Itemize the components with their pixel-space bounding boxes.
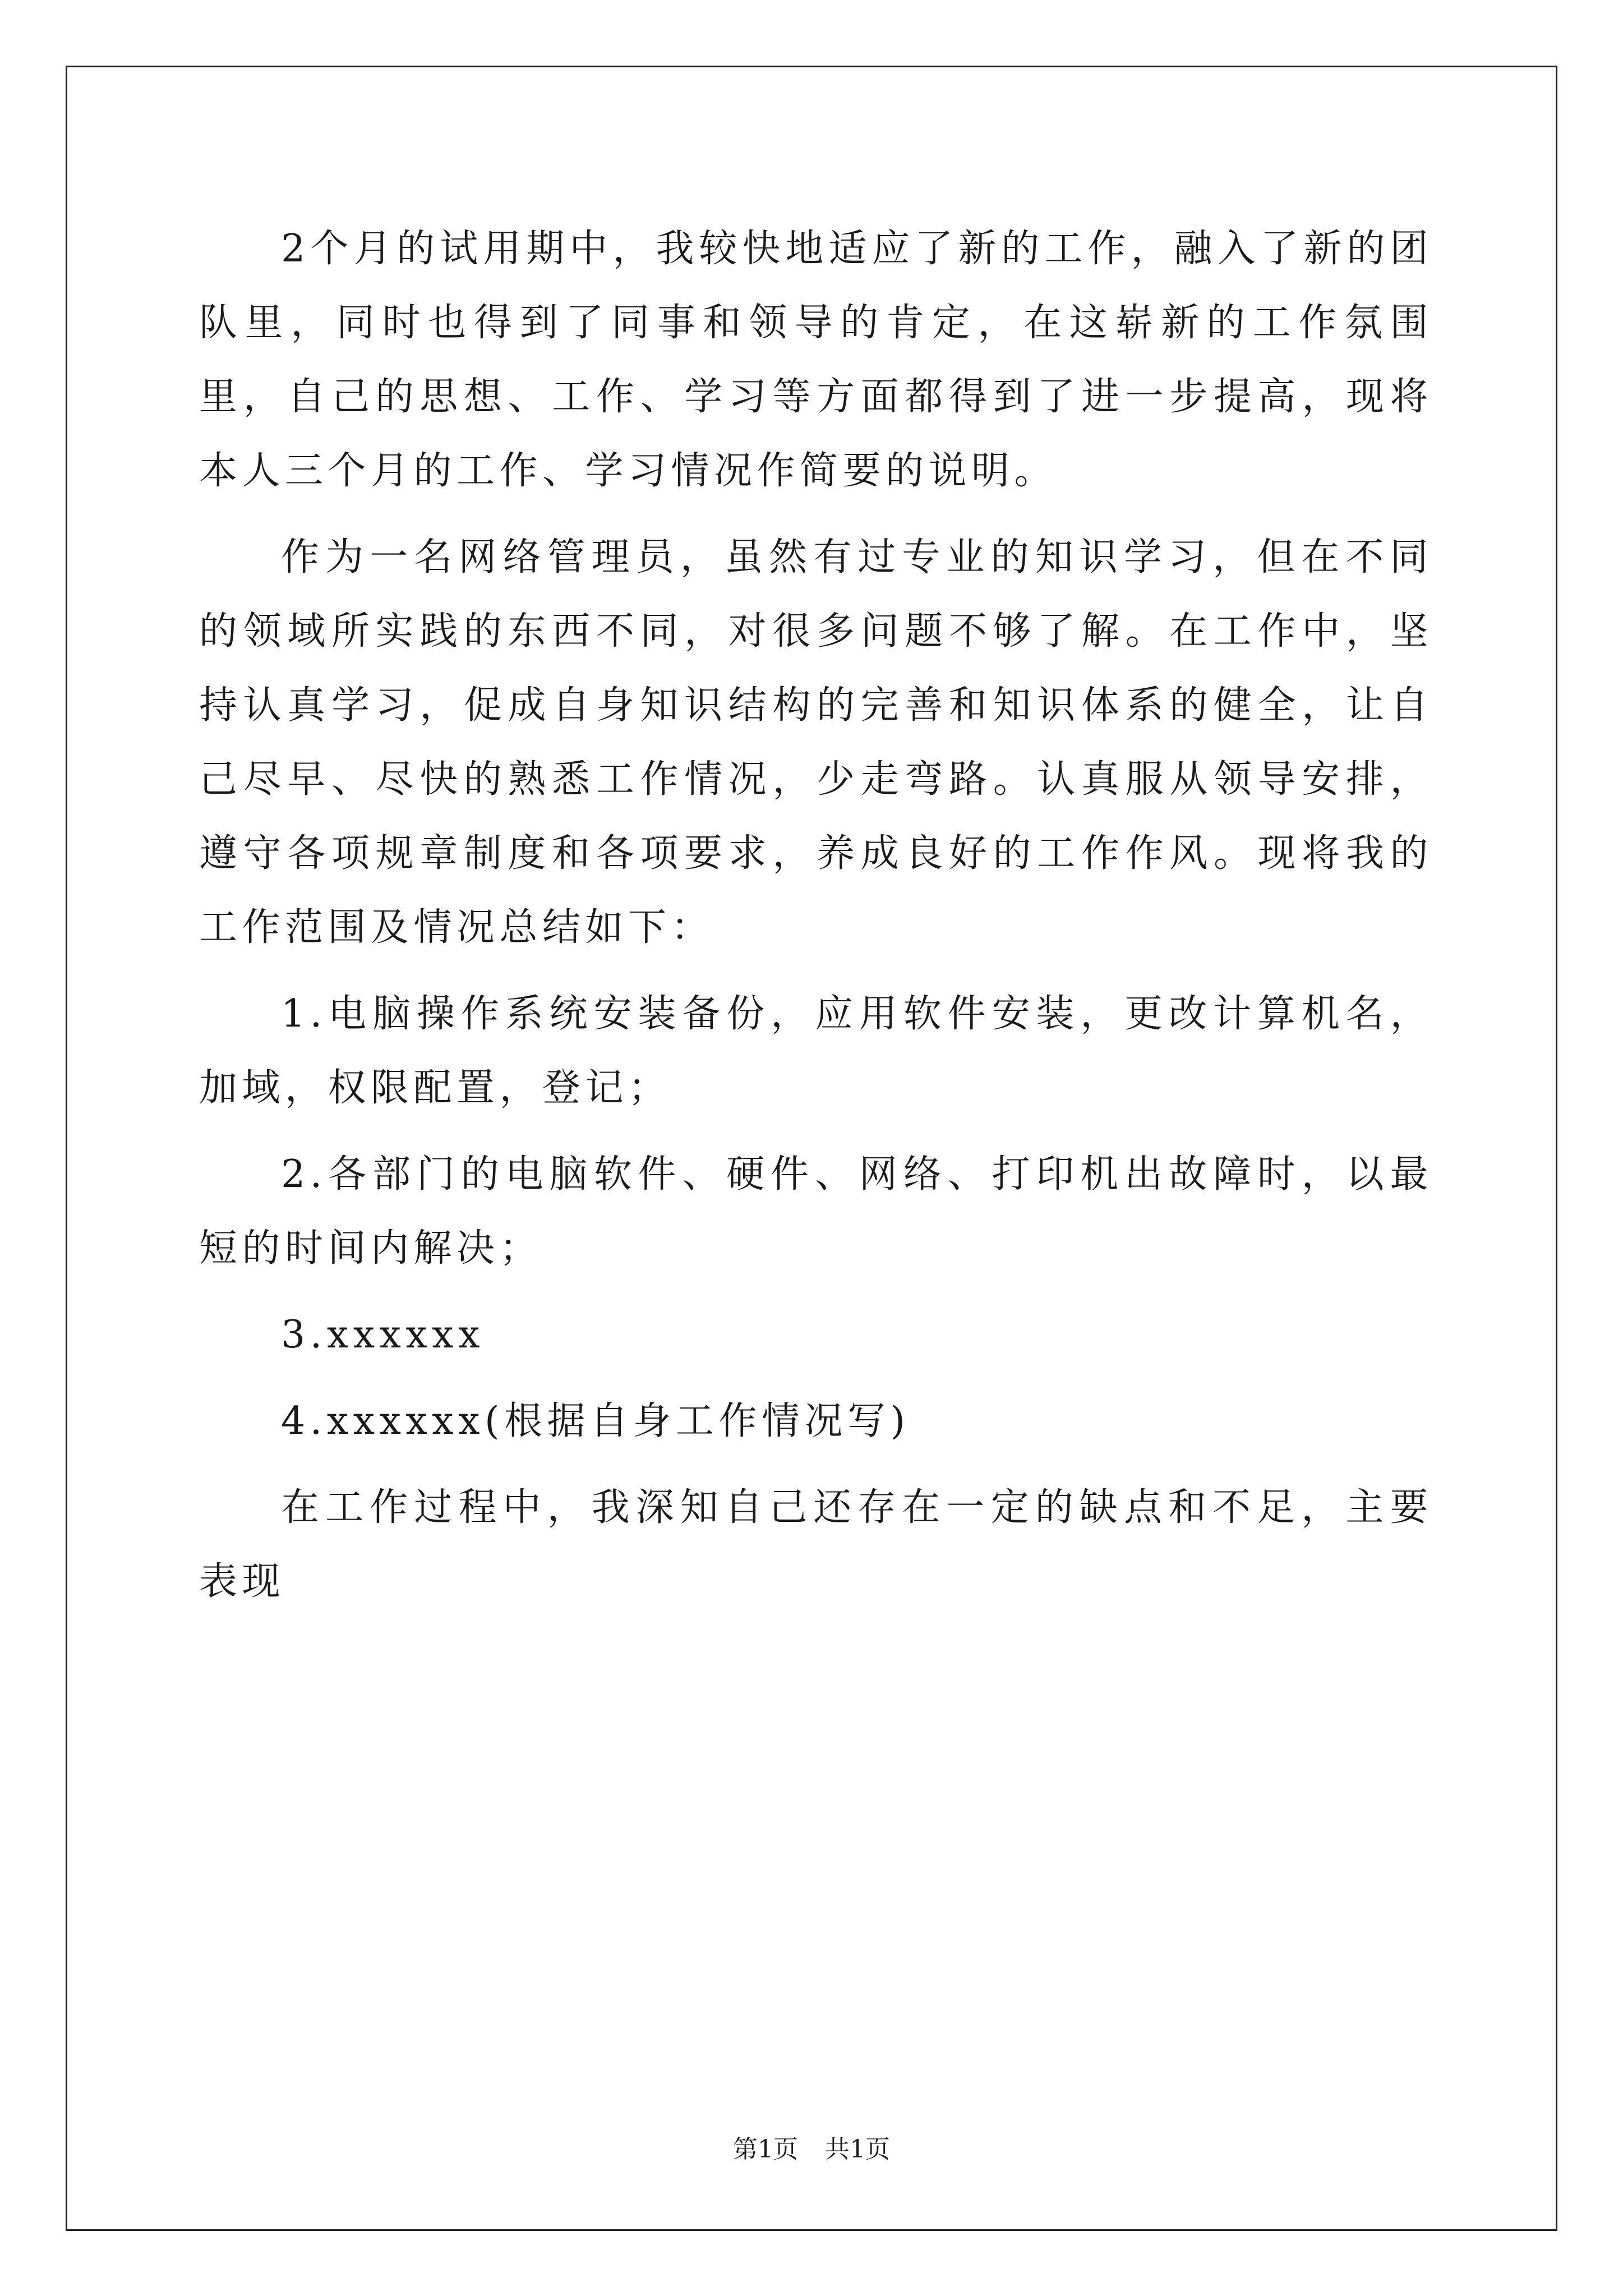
paragraph-probation-summary: 2个月的试用期中，我较快地适应了新的工作，融入了新的团队里，同时也得到了同事和领导的肯定，在这崭新的工作氛围里，自己的思想、工作、学习等方面都得到了进一步提高，现将本人三个月的工作、学习情况作简要的说明。	[199, 227, 1433, 493]
page-number-total: 共1页	[825, 2135, 890, 2164]
page-number-current: 第1页	[733, 2135, 798, 2164]
list-item-3: 3.xxxxxx	[281, 1313, 485, 1357]
paragraph-network-admin: 作为一名网络管理员，虽然有过专业的知识学习，但在不同的领域所实践的东西不同，对很多问题不够了解。在工作中，坚持认真学习，促成自身知识结构的完善和知识体系的健全，让自己尽早、尽快的熟悉工作情况，少走弯路。认真服从领导安排，遵守各项规章制度和各项要求，养成良好的工作作风。现将我的工作范围及情况总结如下：	[199, 535, 1433, 950]
list-item-1: 1.电脑操作系统安装备份，应用软件安装，更改计算机名，加域，权限配置，登记；	[199, 992, 1433, 1110]
list-item-4: 4.xxxxxx(根据自身工作情况写)	[281, 1399, 910, 1443]
document-body	[199, 212, 1433, 1619]
page-footer	[0, 2129, 1623, 2165]
paragraph-shortcomings: 在工作过程中，我深知自己还存在一定的缺点和不足，主要表现	[199, 1485, 1433, 1604]
list-item-2: 2.各部门的电脑软件、硬件、网络、打印机出故障时，以最短的时间内解决；	[199, 1152, 1433, 1271]
